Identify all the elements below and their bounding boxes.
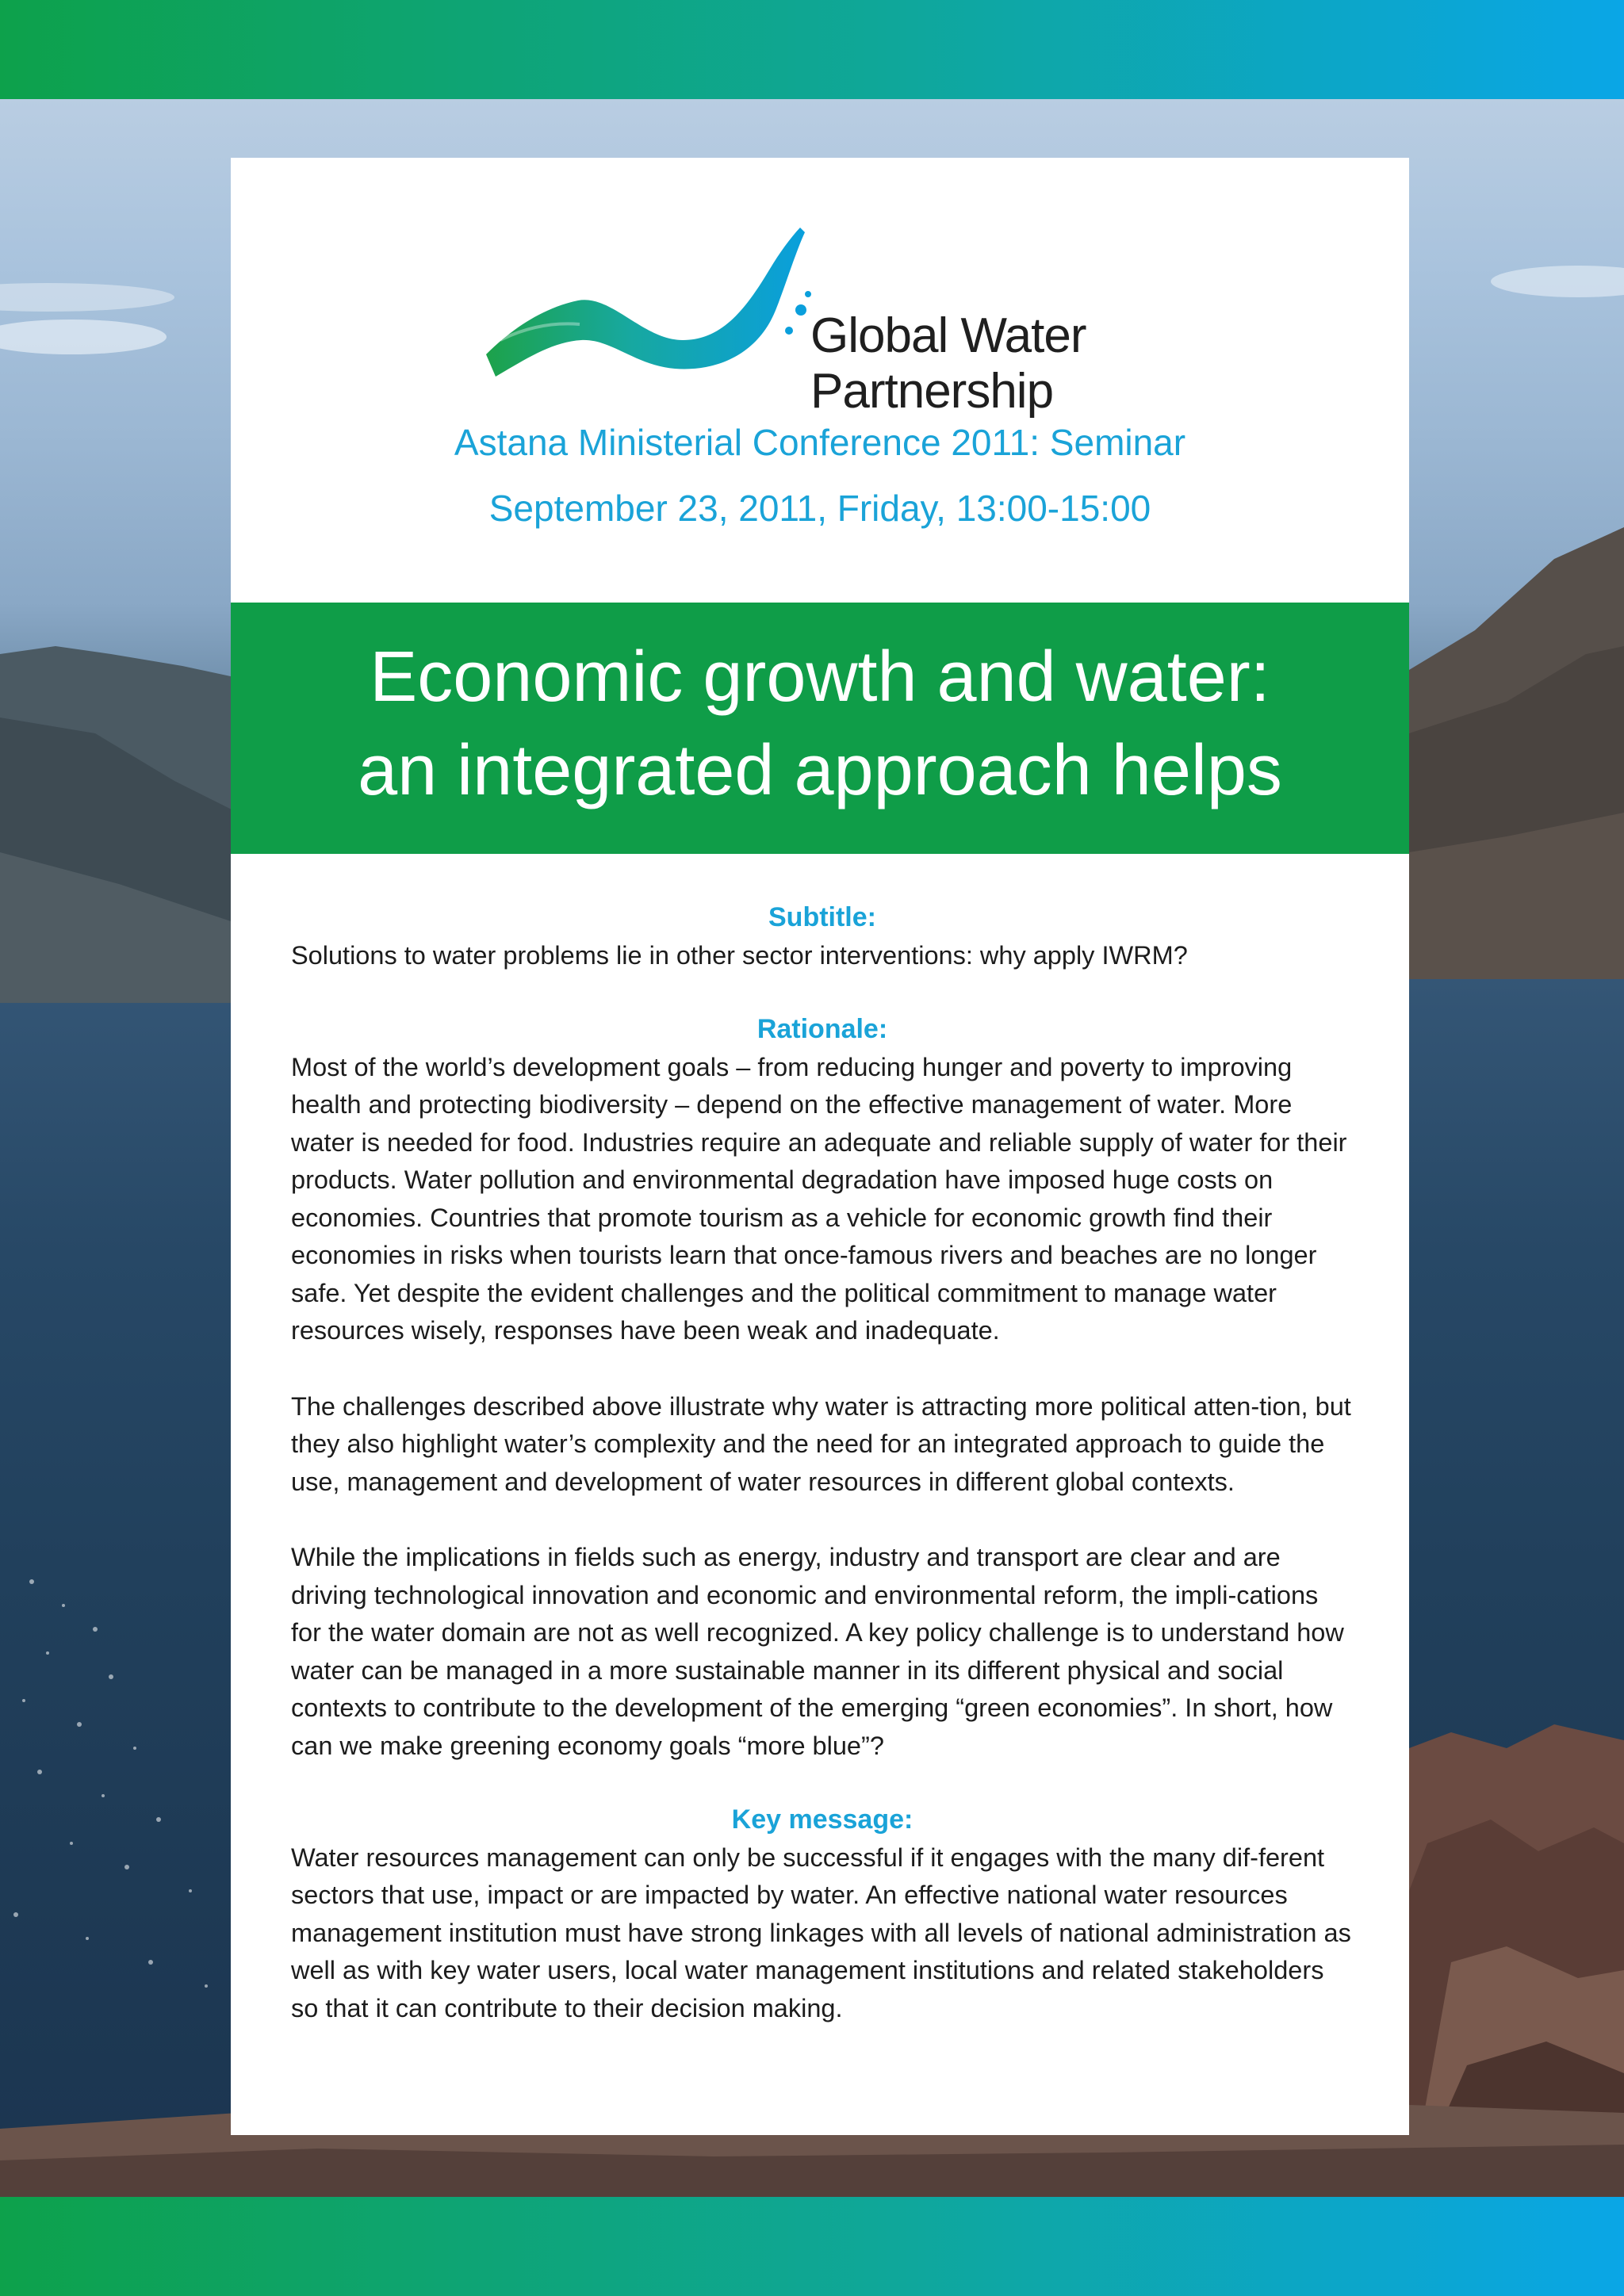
seminar-title-line1: Economic growth and water: [370,637,1270,717]
event-title: Astana Ministerial Conference 2011: Seminar [454,422,1186,463]
organization-name [810,308,1086,419]
event-date-time: September 23, 2011, Friday, 13:00-15:00 [488,488,1151,529]
seminar-title-line2: an integrated approach helps [358,731,1282,810]
subtitle-text: Solutions to water problems lie in other sector interventions: why apply IWRM? [291,940,1188,970]
subtitle-heading: Subtitle: [768,902,876,932]
organization-name-line2: Partnership [810,364,1054,419]
rationale-paragraph-3: While the implications in fields such as energy, industry and transport are clear and are driving technological innovation and economic and environmental reform, the impli-cations for the water domain are not as well recognized. A key policy challenge is to understand how water can be managed in a more sustainable manner in its different physical and social contexts to contribute to the development of the emerging “green economies”. In short, how can we make greening economy goals “more blue”? [291,1543,1344,1760]
organization-logo [485,221,1166,419]
rationale-heading: Rationale: [756,1014,888,1044]
key-message-heading: Key message: [731,1804,914,1835]
rationale-paragraph-1: Most of the world’s development goals – from reducing hunger and poverty to improving health and protecting biodiversity – depend on the effective management of water. More water is needed for food. Industries require an adequate and reliable supply of water for their products. Water pollution and environmental degradation have imposed huge costs on economies. Countries that promote tourism as a vehicle for economic growth find their economies in risks when tourists learn that once-famous rivers and beaches are no longer safe. Yet despite the evident challenges and the political commitment to manage water resources wisely, responses have been weak and inadequate. [291,1052,1347,1345]
water-wave-logo-icon [485,221,818,380]
flyer-body [291,899,1354,2027]
organization-name-line1: Global Water [810,308,1086,363]
seminar-title [231,630,1409,817]
seminar-flyer-card [231,158,1409,2135]
bottom-gradient-band [0,2197,1624,2296]
title-banner [231,603,1409,854]
rationale-paragraph-2: The challenges described above illustrate why water is attracting more political atten-tion, but they also highlight water’s complexity and the need for an integrated approach to guide the use, management and development of water resources in different global contexts. [291,1391,1351,1496]
key-message-text: Water resources management can only be successful if it engages with the many dif-ferent sectors that use, impact or are impacted by water. An effective national water resources management institution must have strong linkages with all levels of national administration as well as with key water users, local water management institutions and related stakeholders so that it can contribute to their decision making. [291,1843,1351,2022]
top-gradient-band [0,0,1624,99]
